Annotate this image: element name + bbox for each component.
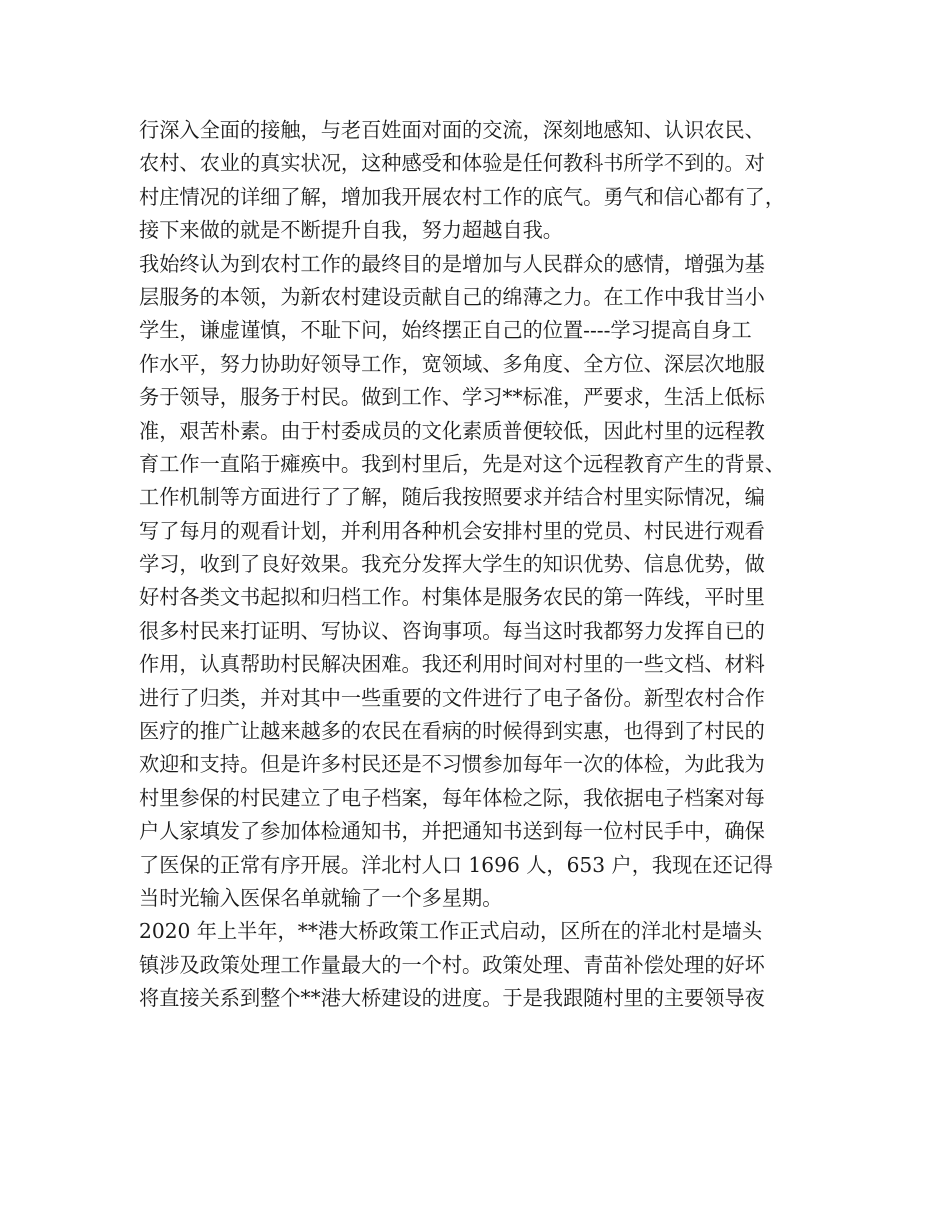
text-line: 了医保的正常有序开展。洋北村人口 1696 人，653 户，我现在还记得 <box>139 852 774 877</box>
text-line: 学生，谦虚谨慎，不耻下问，始终摆正自己的位置----学习提高自身工 <box>139 318 752 343</box>
text-line: 2020 年上半年，**港大桥政策工作正式启动，区所在的洋北村是墙头 <box>139 919 763 944</box>
text-line: 镇涉及政策处理工作量最大的一个村。政策处理、青苗补偿处理的好坏 <box>139 952 765 977</box>
text-line: 好村各类文书起拟和归档工作。村集体是服务农民的第一阵线，平时里 <box>139 585 765 610</box>
text-line: 接下来做的就是不断提升自我，努力超越自我。 <box>139 218 563 243</box>
text-line: 村里参保的村民建立了电子档案，每年体检之际，我依据电子档案对每 <box>139 785 765 810</box>
text-line: 村庄情况的详细了解，增加我开展农村工作的底气。勇气和信心都有了， <box>139 184 786 209</box>
text-line: 当时光输入医保名单就输了一个多星期。 <box>139 885 503 910</box>
text-line: 农村、农业的真实状况，这种感受和体验是任何教科书所学不到的。对 <box>139 151 765 176</box>
text-line: 作水平，努力协助好领导工作，宽领域、多角度、全方位、深层次地服 <box>139 351 765 376</box>
text-line: 育工作一直陷于瘫痪中。我到村里后，先是对这个远程教育产生的背景、 <box>139 451 786 476</box>
text-line: 工作机制等方面进行了了解，随后我按照要求并结合村里实际情况，编 <box>139 485 765 510</box>
text-line: 学习，收到了良好效果。我充分发挥大学生的知识优势、信息优势，做 <box>139 552 765 577</box>
text-line: 写了每月的观看计划，并利用各种机会安排村里的党员、村民进行观看 <box>139 518 765 543</box>
document-body <box>139 114 823 1016</box>
text-line: 户人家填发了参加体检通知书，并把通知书送到每一位村民手中，确保 <box>139 819 765 844</box>
text-line: 作用，认真帮助村民解决困难。我还利用时间对村里的一些文档、材料 <box>139 652 765 677</box>
text-line: 准，艰苦朴素。由于村委成员的文化素质普便较低，因此村里的远程教 <box>139 418 765 443</box>
text-line: 欢迎和支持。但是许多村民还是不习惯参加每年一次的体检，为此我为 <box>139 752 765 777</box>
text-line: 很多村民来打证明、写协议、咨询事项。每当这时我都努力发挥自已的 <box>139 618 765 643</box>
text-line: 务于领导，服务于村民。做到工作、学习**标准，严要求，生活上低标 <box>139 385 765 410</box>
text-line: 我始终认为到农村工作的最终目的是增加与人民群众的感情，增强为基 <box>139 251 765 276</box>
text-line: 医疗的推广让越来越多的农民在看病的时候得到实惠，也得到了村民的 <box>139 719 765 744</box>
text-line: 进行了归类，并对其中一些重要的文件进行了电子备份。新型农村合作 <box>139 685 765 710</box>
text-line: 行深入全面的接触，与老百姓面对面的交流，深刻地感知、认识农民、 <box>139 118 765 142</box>
text-line: 层服务的本领，为新农村建设贡献自己的绵薄之力。在工作中我甘当小 <box>139 284 765 309</box>
text-line: 将直接关系到整个**港大桥建设的进度。于是我跟随村里的主要领导夜 <box>139 986 765 1011</box>
